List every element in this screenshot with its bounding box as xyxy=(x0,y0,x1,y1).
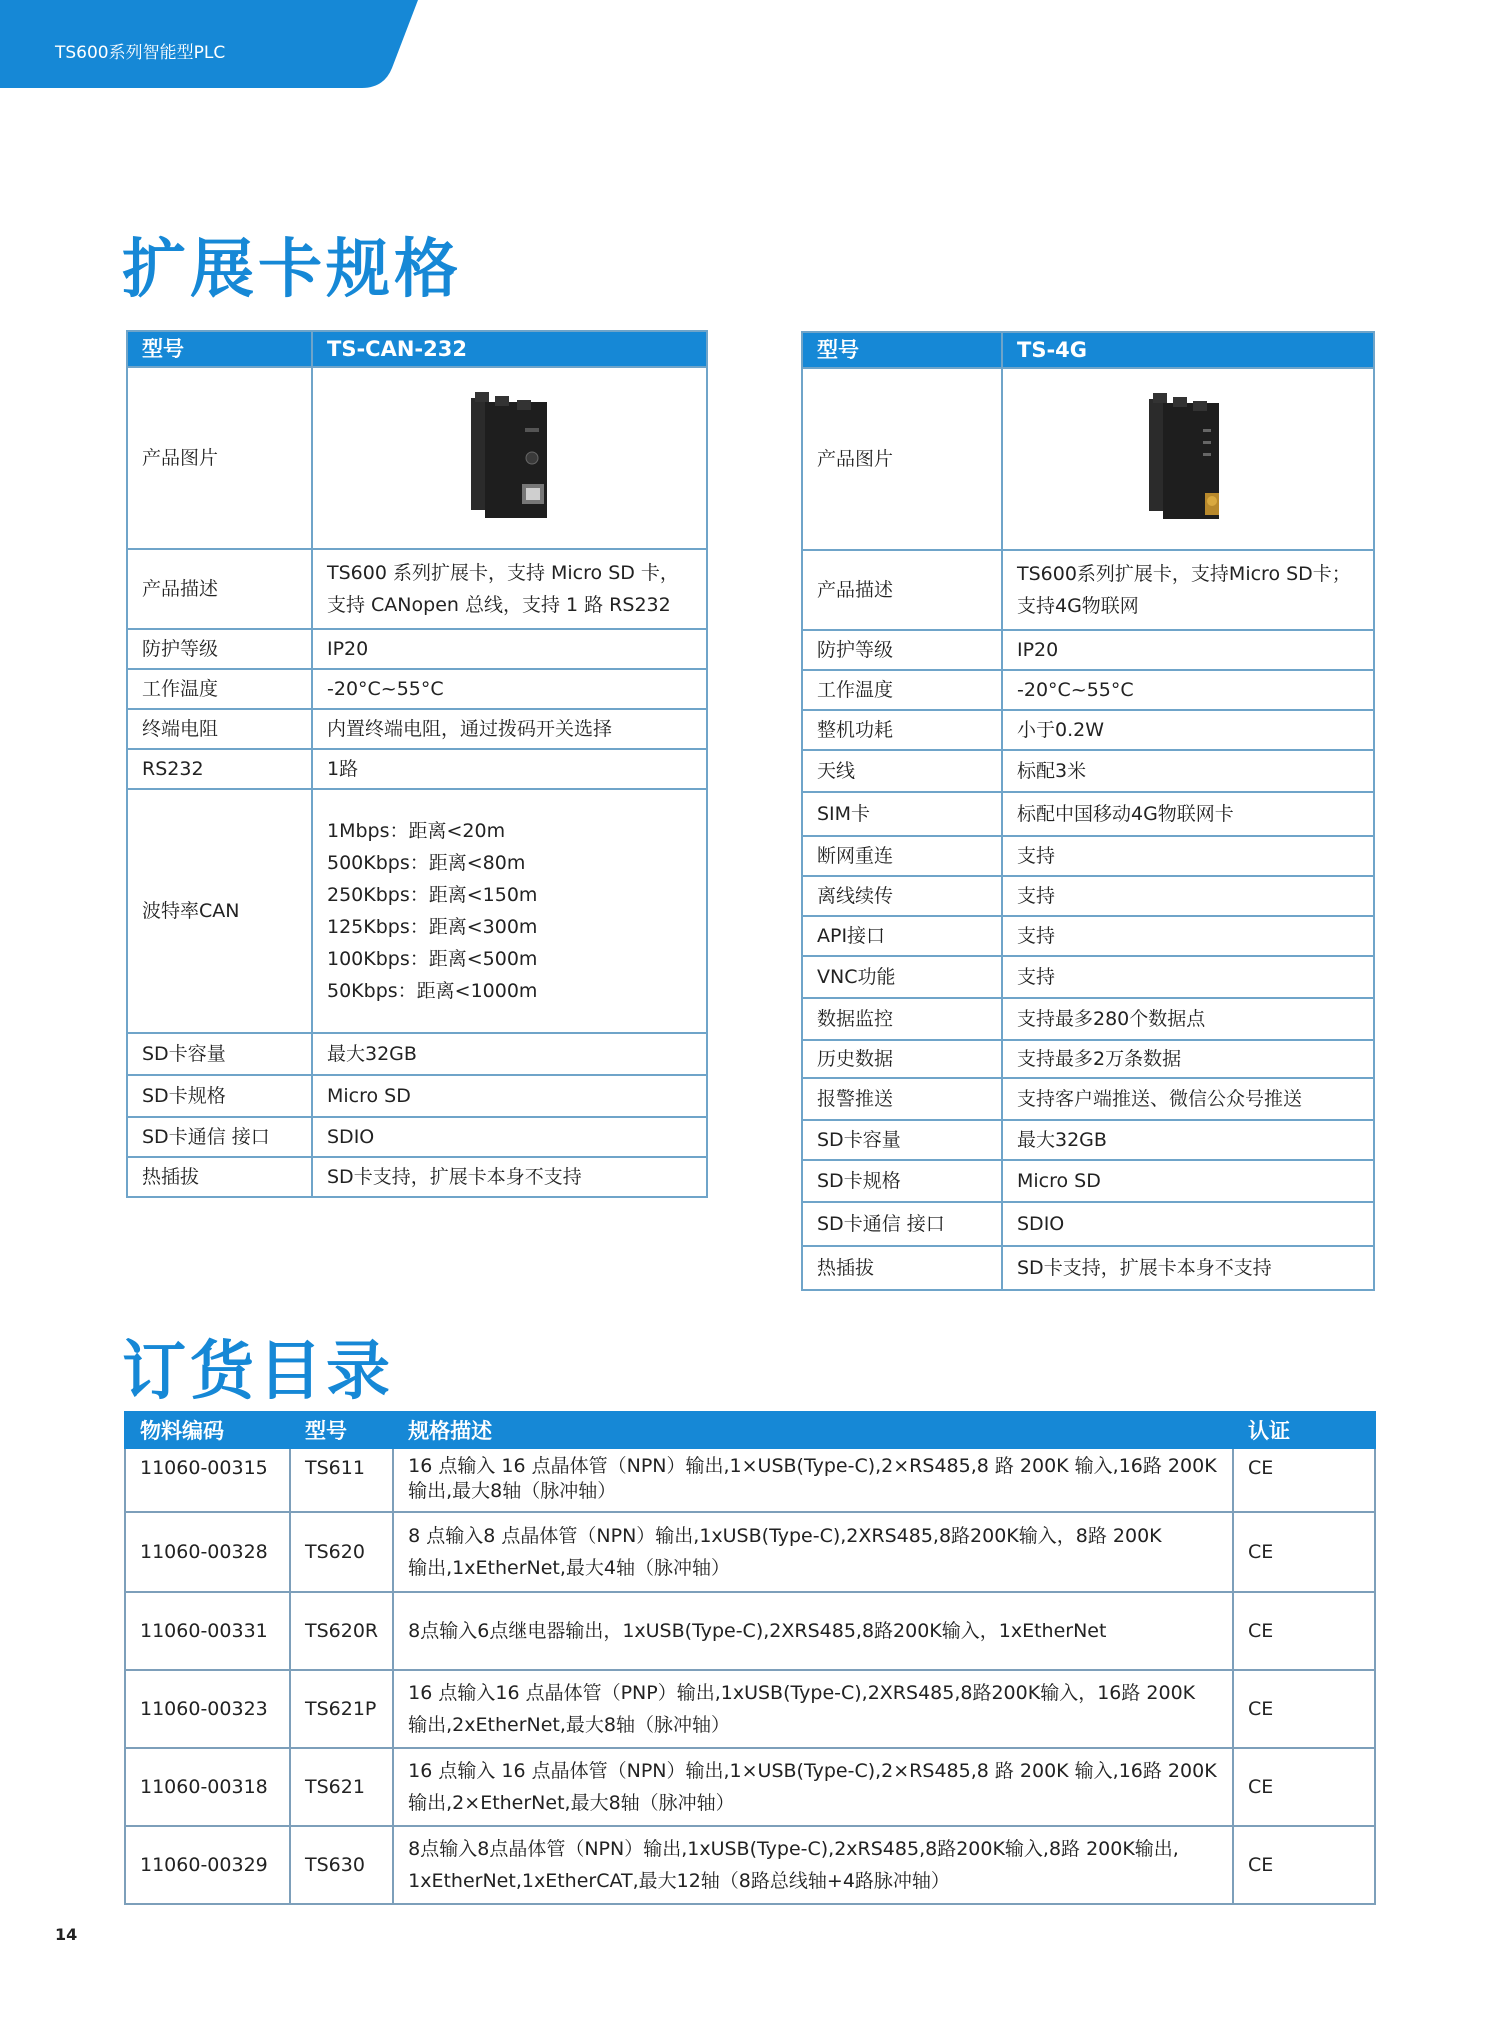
desc-line: 输出,2xEtherNet,最大8轴（脉冲轴） xyxy=(408,1714,730,1736)
row-label: 历史数据 xyxy=(802,1040,1002,1078)
can-card-spec-table xyxy=(126,330,708,1198)
row-label: 终端电阻 xyxy=(127,709,312,749)
table-row xyxy=(802,670,1374,710)
table-row xyxy=(802,368,1374,550)
row-label: 产品描述 xyxy=(127,549,312,629)
row-label: SD卡通信 接口 xyxy=(802,1202,1002,1246)
table-row xyxy=(127,789,707,1033)
table-row xyxy=(127,1117,707,1157)
desc-line: TS600系列扩展卡，支持Micro SD卡； xyxy=(1017,563,1351,585)
table-row xyxy=(802,550,1374,630)
page-number: 14 xyxy=(55,1925,78,1944)
row-label: SD卡容量 xyxy=(127,1033,312,1075)
row-value: -20°C~55°C xyxy=(1002,670,1374,710)
col-header-cert: 认证 xyxy=(1233,1412,1375,1448)
spec-desc xyxy=(393,1512,1233,1592)
desc-line: 8点输入6点继电器输出，1xUSB(Type-C),2XRS485,8路200K输入，1xEtherNet xyxy=(408,1620,1107,1642)
desc-line: 支持 CANopen 总线，支持 1 路 RS232 xyxy=(327,594,671,616)
desc-line: TS600 系列扩展卡，支持 Micro SD 卡， xyxy=(327,562,679,584)
table-header-row xyxy=(125,1412,1375,1448)
table-row xyxy=(802,1078,1374,1120)
table-row xyxy=(802,956,1374,998)
table-row xyxy=(802,836,1374,876)
row-label: 报警推送 xyxy=(802,1078,1002,1120)
table-row xyxy=(802,876,1374,916)
table-row xyxy=(127,367,707,549)
material-code: 11060-00318 xyxy=(125,1748,290,1826)
table-row xyxy=(802,916,1374,956)
can-card-product-image xyxy=(465,388,555,528)
table-row xyxy=(802,998,1374,1040)
model-value: TS-4G xyxy=(1002,332,1374,368)
row-value: 支持最多2万条数据 xyxy=(1002,1040,1374,1078)
row-label: SD卡规格 xyxy=(802,1160,1002,1202)
col-header-code: 物料编码 xyxy=(125,1412,290,1448)
table-row xyxy=(127,549,707,629)
certification: CE xyxy=(1233,1748,1375,1826)
row-label: 离线续传 xyxy=(802,876,1002,916)
certification: CE xyxy=(1233,1448,1375,1512)
row-value: SDIO xyxy=(312,1117,707,1157)
material-code: 11060-00328 xyxy=(125,1512,290,1592)
expansion-spec-title: 扩展卡规格 xyxy=(122,233,462,307)
row-label: 整机功耗 xyxy=(802,710,1002,750)
row-label: 产品描述 xyxy=(802,550,1002,630)
model: TS621 xyxy=(290,1748,393,1826)
desc-line: 16 点输入 16 点晶体管（NPN）输出,1×USB(Type-C),2×RS485,8 路 200K 输入,16路 200K xyxy=(408,1760,1217,1782)
row-value xyxy=(312,789,707,1033)
product-image-cell xyxy=(1002,368,1374,550)
table-row xyxy=(127,1157,707,1197)
desc-line: 8 点输入8 点晶体管（NPN）输出,1xUSB(Type-C),2XRS485,8路200K输入，8路 200K xyxy=(408,1525,1162,1547)
row-value: 支持客户端推送、微信公众号推送 xyxy=(1002,1078,1374,1120)
table-row xyxy=(127,709,707,749)
row-value: IP20 xyxy=(1002,630,1374,670)
material-code: 11060-00315 xyxy=(125,1448,290,1512)
row-label: RS232 xyxy=(127,749,312,789)
row-value: 内置终端电阻，通过拨码开关选择 xyxy=(312,709,707,749)
row-value: Micro SD xyxy=(312,1075,707,1117)
baud-line: 1Mbps：距离<20m xyxy=(327,820,506,842)
row-label: 防护等级 xyxy=(802,630,1002,670)
row-value: 最大32GB xyxy=(312,1033,707,1075)
spec-desc xyxy=(393,1748,1233,1826)
table-header-row xyxy=(802,332,1374,368)
row-label: SD卡通信 接口 xyxy=(127,1117,312,1157)
row-value: Micro SD xyxy=(1002,1160,1374,1202)
baud-line: 125Kbps：距离<300m xyxy=(327,916,538,938)
model: TS620 xyxy=(290,1512,393,1592)
col-header-desc: 规格描述 xyxy=(393,1412,1233,1448)
row-label: API接口 xyxy=(802,916,1002,956)
row-value: 支持 xyxy=(1002,916,1374,956)
row-label: 数据监控 xyxy=(802,998,1002,1040)
desc-line: 16 点输入 16 点晶体管（NPN）输出,1×USB(Type-C),2×RS485,8 路 200K 输入,16路 200K xyxy=(408,1455,1217,1477)
row-value: -20°C~55°C xyxy=(312,669,707,709)
material-code: 11060-00331 xyxy=(125,1592,290,1670)
baud-line: 500Kbps：距离<80m xyxy=(327,852,526,874)
row-label: 防护等级 xyxy=(127,629,312,669)
desc-line: 输出,1xEtherNet,最大4轴（脉冲轴） xyxy=(408,1557,730,1579)
row-value: SDIO xyxy=(1002,1202,1374,1246)
model-label: 型号 xyxy=(802,332,1002,368)
model: TS611 xyxy=(290,1448,393,1512)
row-value: 小于0.2W xyxy=(1002,710,1374,750)
row-value: IP20 xyxy=(312,629,707,669)
table-row xyxy=(125,1448,1375,1512)
desc-line: 1xEtherNet,1xEtherCAT,最大12轴（8路总线轴+4路脉冲轴） xyxy=(408,1870,950,1892)
row-value xyxy=(1002,550,1374,630)
model-label: 型号 xyxy=(127,331,312,367)
table-row xyxy=(802,1202,1374,1246)
table-row xyxy=(125,1512,1375,1592)
row-label: 热插拔 xyxy=(127,1157,312,1197)
table-row xyxy=(127,629,707,669)
baud-line: 50Kbps：距离<1000m xyxy=(327,980,538,1002)
baud-line: 250Kbps：距离<150m xyxy=(327,884,538,906)
table-row xyxy=(127,1075,707,1117)
ordering-table xyxy=(124,1411,1376,1905)
desc-line: 16 点输入16 点晶体管（PNP）输出,1xUSB(Type-C),2XRS485,8路200K输入，16路 200K xyxy=(408,1682,1196,1704)
desc-line: 8点输入8点晶体管（NPN）输出,1xUSB(Type-C),2xRS485,8路200K输入,8路 200K输出, xyxy=(408,1838,1179,1860)
row-value: 最大32GB xyxy=(1002,1120,1374,1160)
material-code: 11060-00323 xyxy=(125,1670,290,1748)
desc-line: 输出,最大8轴（脉冲轴） xyxy=(408,1480,617,1502)
row-label: 热插拔 xyxy=(802,1246,1002,1290)
row-label: 工作温度 xyxy=(802,670,1002,710)
row-label: 断网重连 xyxy=(802,836,1002,876)
certification: CE xyxy=(1233,1592,1375,1670)
model: TS621P xyxy=(290,1670,393,1748)
ordering-title: 订货目录 xyxy=(122,1335,394,1409)
row-value: 支持最多280个数据点 xyxy=(1002,998,1374,1040)
desc-line: 支持4G物联网 xyxy=(1017,595,1139,617)
table-row xyxy=(127,749,707,789)
row-value: 1路 xyxy=(312,749,707,789)
table-row xyxy=(125,1826,1375,1904)
row-label: 产品图片 xyxy=(127,367,312,549)
table-row xyxy=(802,1040,1374,1078)
row-label: SIM卡 xyxy=(802,792,1002,836)
table-header-row xyxy=(127,331,707,367)
desc-line: 输出,2×EtherNet,最大8轴（脉冲轴） xyxy=(408,1792,735,1814)
model: TS630 xyxy=(290,1826,393,1904)
table-row xyxy=(802,630,1374,670)
spec-desc xyxy=(393,1592,1233,1670)
model: TS620R xyxy=(290,1592,393,1670)
row-label: 天线 xyxy=(802,750,1002,792)
row-value: 支持 xyxy=(1002,956,1374,998)
row-label: VNC功能 xyxy=(802,956,1002,998)
4g-card-spec-table xyxy=(801,331,1375,1291)
table-row xyxy=(127,1033,707,1075)
col-header-model: 型号 xyxy=(290,1412,393,1448)
table-row xyxy=(802,1160,1374,1202)
table-row xyxy=(125,1748,1375,1826)
table-row xyxy=(127,669,707,709)
row-label: SD卡规格 xyxy=(127,1075,312,1117)
baud-line: 100Kbps：距离<500m xyxy=(327,948,538,970)
material-code: 11060-00329 xyxy=(125,1826,290,1904)
table-row xyxy=(125,1670,1375,1748)
4g-card-product-image xyxy=(1143,389,1233,529)
row-value: SD卡支持，扩展卡本身不支持 xyxy=(1002,1246,1374,1290)
table-row xyxy=(125,1592,1375,1670)
table-row xyxy=(802,750,1374,792)
row-value: 标配3米 xyxy=(1002,750,1374,792)
certification: CE xyxy=(1233,1512,1375,1592)
row-label: 工作温度 xyxy=(127,669,312,709)
row-value: 支持 xyxy=(1002,876,1374,916)
table-row xyxy=(802,710,1374,750)
table-row xyxy=(802,1120,1374,1160)
row-label: 产品图片 xyxy=(802,368,1002,550)
spec-desc xyxy=(393,1448,1233,1512)
row-value: SD卡支持，扩展卡本身不支持 xyxy=(312,1157,707,1197)
row-value xyxy=(312,549,707,629)
product-image-cell xyxy=(312,367,707,549)
table-row xyxy=(802,792,1374,836)
table-row xyxy=(802,1246,1374,1290)
row-label: 波特率CAN xyxy=(127,789,312,1033)
row-value: 支持 xyxy=(1002,836,1374,876)
series-title: TS600系列智能型PLC xyxy=(55,43,226,63)
certification: CE xyxy=(1233,1670,1375,1748)
spec-desc xyxy=(393,1670,1233,1748)
spec-desc xyxy=(393,1826,1233,1904)
row-value: 标配中国移动4G物联网卡 xyxy=(1002,792,1374,836)
certification: CE xyxy=(1233,1826,1375,1904)
model-value: TS-CAN-232 xyxy=(312,331,707,367)
row-label: SD卡容量 xyxy=(802,1120,1002,1160)
